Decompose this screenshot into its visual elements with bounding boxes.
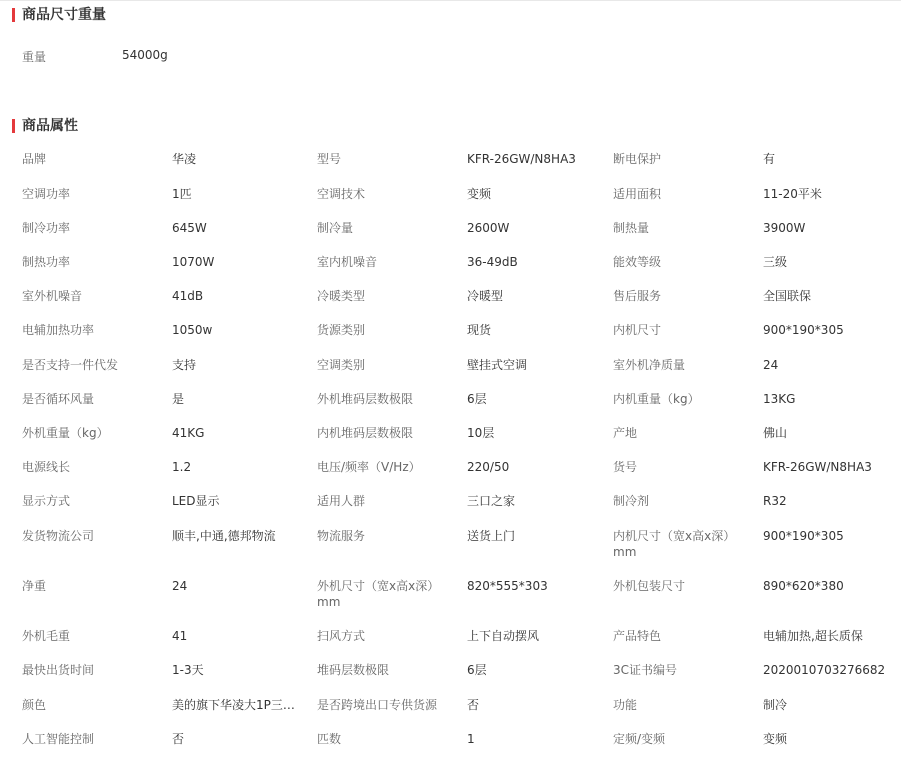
attr-label: 适用人群 [317, 494, 366, 508]
attr-label: 空调功率 [22, 187, 71, 201]
attr-value: 6层 [467, 663, 487, 677]
attr-value: 41KG [172, 426, 205, 440]
attr-value: 36-49dB [467, 255, 518, 269]
attr-label: 产地 [613, 426, 638, 440]
attr-value: 3900W [763, 221, 806, 235]
attr-label: 售后服务 [613, 289, 662, 303]
attributes-title-text: 商品属性 [22, 118, 78, 134]
attr-label: 断电保护 [613, 152, 662, 166]
attr-label: 显示方式 [22, 494, 71, 508]
attr-value: 24 [763, 358, 779, 372]
attr-value: 三口之家 [467, 494, 516, 508]
attr-value: 华凌 [172, 152, 197, 166]
attr-value: 电辅加热,超长质保 [763, 629, 863, 643]
attr-value: 否 [172, 732, 185, 746]
attr-label: 颜色 [22, 698, 47, 712]
attr-value: 上下自动摆风 [467, 629, 540, 643]
attr-value: 11-20平米 [763, 187, 822, 201]
attr-label: 内机尺寸 [613, 323, 662, 337]
attr-value: 1050w [172, 323, 213, 337]
weight-value: 54000g [122, 48, 168, 62]
attr-value: 支持 [172, 358, 197, 372]
attr-value: 送货上门 [467, 529, 516, 543]
attr-value: KFR-26GW/N8HA3 [763, 460, 872, 474]
attr-label: 外机堆码层数极限 [317, 392, 414, 406]
title-accent-bar [12, 8, 15, 22]
attr-label: 型号 [317, 152, 342, 166]
title-accent-bar [12, 119, 15, 133]
attr-value: 220/50 [467, 460, 510, 474]
attr-value: 2020010703276682 [763, 663, 886, 677]
attr-value: 三级 [763, 255, 788, 269]
attr-value: 现货 [467, 323, 492, 337]
attr-value: 1 [467, 732, 475, 746]
attr-label: 电源线长 [22, 460, 71, 474]
attr-label: 室内机噪音 [317, 255, 378, 269]
attr-label: 功能 [613, 698, 638, 712]
attr-value: 1-3天 [172, 663, 204, 677]
attr-value: 41dB [172, 289, 204, 303]
attr-label: 电压/频率（V/Hz） [317, 460, 421, 474]
attr-value: 是 [172, 392, 185, 406]
attr-value: 1匹 [172, 187, 192, 201]
attr-label: 3C证书编号 [613, 663, 678, 677]
attr-label: 室外机净质量 [613, 358, 686, 372]
size-weight-title-text: 商品尺寸重量 [22, 7, 106, 23]
attr-value: LED显示 [172, 494, 220, 508]
attr-label: 外机尺寸（宽x高x深）mm [317, 579, 440, 609]
attr-label: 扫风方式 [317, 629, 366, 643]
attr-label: 制热量 [613, 221, 650, 235]
top-divider [0, 0, 901, 1]
attr-value: 820*555*303 [467, 579, 548, 593]
attr-value: 1.2 [172, 460, 192, 474]
attr-label: 是否跨境出口专供货源 [317, 698, 438, 712]
attr-label: 堆码层数极限 [317, 663, 390, 677]
attr-value: 美的旗下华凌大1P三… [172, 698, 295, 712]
attr-label: 是否支持一件代发 [22, 358, 119, 372]
weight-label: 重量 [22, 50, 47, 64]
attr-value: 冷暖型 [467, 289, 504, 303]
attr-value: 壁挂式空调 [467, 358, 528, 372]
attr-value: 佛山 [763, 426, 788, 440]
attr-label: 产品特色 [613, 629, 662, 643]
attr-value: 6层 [467, 392, 487, 406]
attr-value: KFR-26GW/N8HA3 [467, 152, 576, 166]
weight-row [0, 48, 901, 64]
attr-label: 品牌 [22, 152, 47, 166]
attr-label: 适用面积 [613, 187, 662, 201]
attr-label: 制热功率 [22, 255, 71, 269]
attr-label: 制冷功率 [22, 221, 71, 235]
attr-value: 900*190*305 [763, 529, 844, 543]
attr-label: 外机毛重 [22, 629, 71, 643]
attr-label: 最快出货时间 [22, 663, 95, 677]
attr-label: 冷暖类型 [317, 289, 366, 303]
attr-label: 外机包装尺寸 [613, 579, 686, 593]
attr-value: 900*190*305 [763, 323, 844, 337]
attr-value: 有 [763, 152, 776, 166]
attr-value: 2600W [467, 221, 510, 235]
attr-value: 全国联保 [763, 289, 812, 303]
attr-label: 空调技术 [317, 187, 366, 201]
attr-label: 货源类别 [317, 323, 366, 337]
attr-value: 41 [172, 629, 188, 643]
attr-value: 1070W [172, 255, 215, 269]
attr-label: 制冷剂 [613, 494, 650, 508]
attr-value: 13KG [763, 392, 796, 406]
attr-value: 645W [172, 221, 207, 235]
attr-label: 空调类别 [317, 358, 366, 372]
attr-value: 否 [467, 698, 480, 712]
attr-label: 电辅加热功率 [22, 323, 95, 337]
attr-label: 净重 [22, 579, 47, 593]
attr-value: 变频 [763, 732, 788, 746]
attr-value: 变频 [467, 187, 492, 201]
attr-label: 是否循环风量 [22, 392, 95, 406]
attr-label: 能效等级 [613, 255, 662, 269]
attr-label: 匹数 [317, 732, 342, 746]
attr-value: 顺丰,中通,德邦物流 [172, 529, 276, 543]
attributes-section-title [12, 116, 78, 136]
size-weight-section-title [12, 5, 106, 25]
attr-value: 24 [172, 579, 188, 593]
attr-label: 内机尺寸（宽x高x深）mm [613, 529, 736, 559]
attr-value: 890*620*380 [763, 579, 844, 593]
attr-label: 室外机噪音 [22, 289, 83, 303]
attr-label: 定频/变频 [613, 732, 666, 746]
attr-label: 发货物流公司 [22, 529, 95, 543]
attr-label: 外机重量（kg） [22, 426, 109, 440]
attr-label: 物流服务 [317, 529, 366, 543]
attr-value: 10层 [467, 426, 495, 440]
attr-label: 制冷量 [317, 221, 354, 235]
attr-label: 货号 [613, 460, 638, 474]
attr-value: R32 [763, 494, 787, 508]
attr-label: 人工智能控制 [22, 732, 95, 746]
attr-label: 内机重量（kg） [613, 392, 700, 406]
attr-label: 内机堆码层数极限 [317, 426, 414, 440]
attr-value: 制冷 [763, 698, 788, 712]
